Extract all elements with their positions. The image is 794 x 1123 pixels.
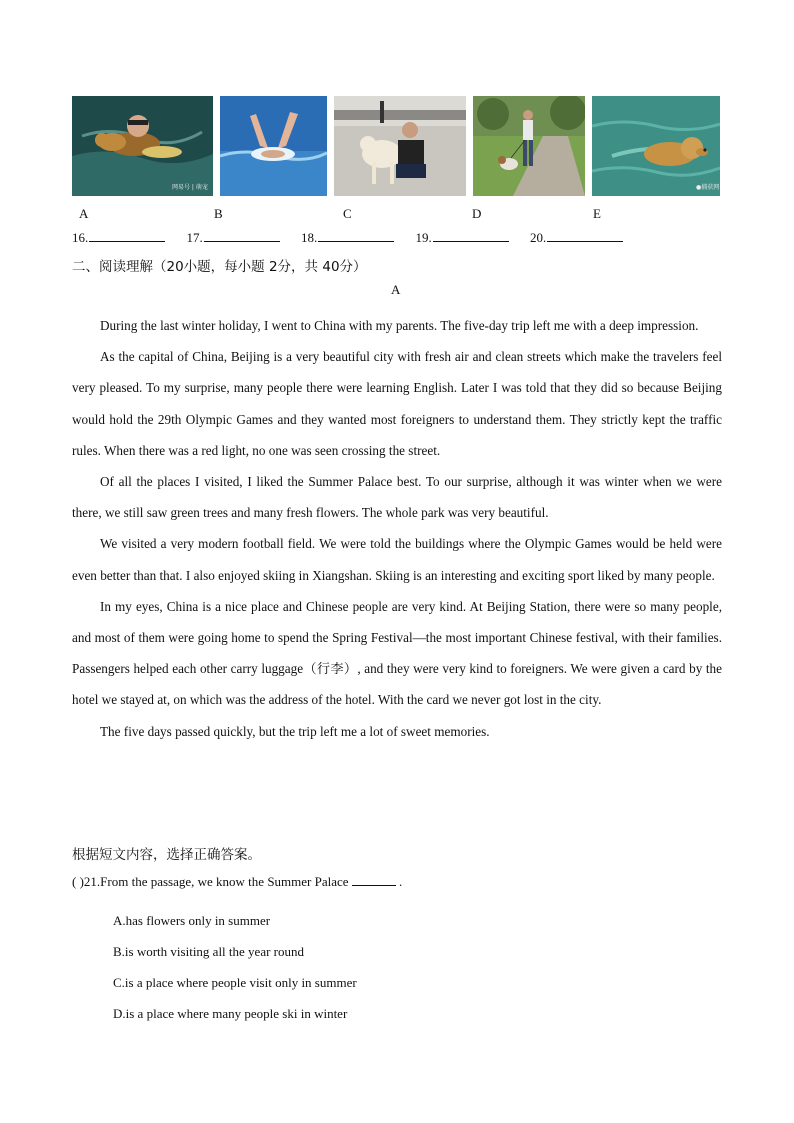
question-21-period: .: [399, 874, 403, 889]
paragraph-4: We visited a very modern football field. We were told the buildings where the Olympic Games would be held were even better than that. I also enjoyed skiing in Xiangshan. Skiing is an interesting and exciting sport liked by many people.: [72, 536, 722, 583]
option-d[interactable]: D.is a place where many people ski in winter: [113, 1006, 348, 1021]
answer-blanks: [72, 230, 641, 246]
answer-blank-17[interactable]: 17.: [187, 230, 280, 246]
paragraph-5: In my eyes, China is a nice place and Chinese people are very kind. At Beijing Station, there were so many people, and most of them were going home to spend the Spring Festival—the most important Chinese festival, with their families. Passengers helped each other carry luggage（行李）, and they were very kind to foreigners. We were given a card by the hotel we stayed at, on which was the address of the hotel. With the card we never got lost in the city.: [72, 598, 722, 708]
photo-a-man-swimming-with-dog: [72, 96, 213, 196]
option-b[interactable]: B.is worth visiting all the year round: [113, 944, 305, 959]
photo-label-b: B: [214, 206, 223, 221]
option-c[interactable]: C.is a place where people visit only in summer: [113, 975, 357, 990]
photo-b-hands-raised-in-water: [220, 96, 327, 196]
paragraph-3: Of all the places I visited, I liked the Summer Palace best. To our surprise, although it was winter when we were there, we still saw green trees and many fresh flowers. The whole park was very beautiful.: [72, 474, 722, 521]
photo-label-c: C: [343, 206, 352, 221]
photo-label-d: D: [472, 206, 482, 221]
question-21-options: [113, 905, 357, 1029]
question-21-stem: ( )21.From the passage, we know the Summer Palace: [72, 874, 349, 889]
answer-blank-19[interactable]: 19.: [416, 230, 509, 246]
question-instruction: 根据短文内容，选择正确答案。: [72, 847, 261, 863]
passage-letter: A: [391, 282, 401, 297]
photo-d-man-walking-dog: [473, 96, 585, 196]
photo-c-man-with-dog: [334, 96, 466, 196]
question-21: [72, 874, 402, 890]
photo-label-e: E: [593, 206, 601, 221]
question-21-blank[interactable]: [352, 874, 396, 886]
section-title: 二、阅读理解（20小题，每小题 2分，共 40分）: [72, 259, 367, 275]
answer-blank-18[interactable]: 18.: [301, 230, 394, 246]
paragraph-1: During the last winter holiday, I went to China with my parents. The five-day trip left me with a deep impression.: [100, 318, 699, 333]
answer-blank-16[interactable]: 16.: [72, 230, 165, 246]
paragraph-2: As the capital of China, Beijing is a very beautiful city with fresh air and clean streets which make the travelers feel very pleased. To my surprise, many people there were learning English. Later I was told that they did so because Beijing would hold the 29th Olympic Games and they wanted most foreigners to understand them. They strictly kept the traffic rules. When there was a red light, no one was seen crossing the street.: [72, 349, 722, 458]
photo-label-a: A: [79, 206, 89, 221]
svg-text:网易号 | 萌宠: 网易号 | 萌宠: [172, 184, 208, 191]
option-a[interactable]: A.has flowers only in summer: [113, 913, 271, 928]
svg-text:●捕获网: ●捕获网: [696, 184, 720, 191]
photo-e-dog-swimming: [592, 96, 720, 196]
paragraph-6: The five days passed quickly, but the trip left me a lot of sweet memories.: [100, 723, 490, 739]
reading-passage: [72, 310, 722, 747]
answer-blank-20[interactable]: 20.: [530, 230, 623, 246]
